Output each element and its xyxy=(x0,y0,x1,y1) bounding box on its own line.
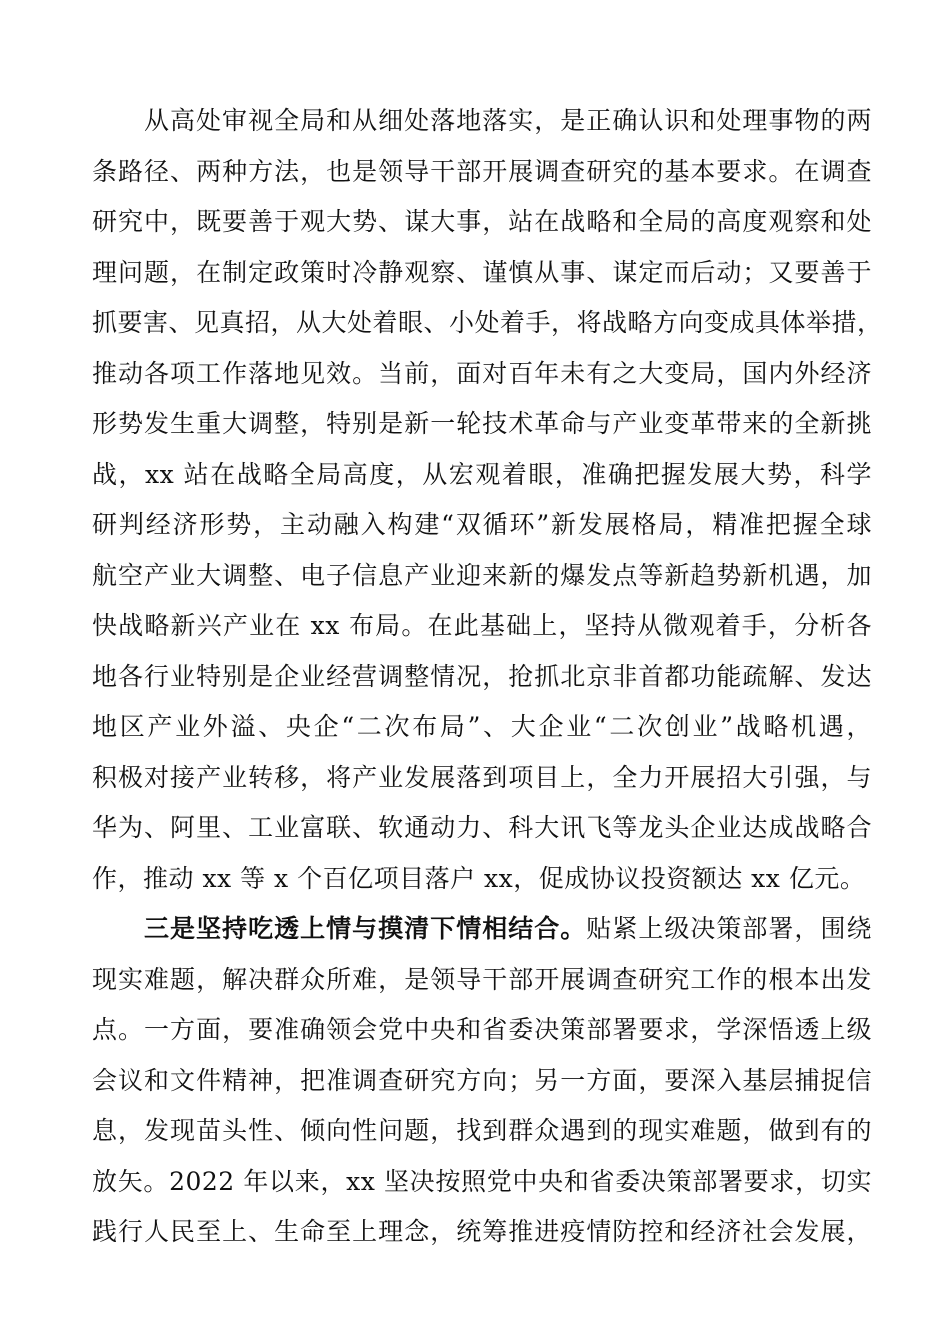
text-line: 会议和文件精神，把准调查研究方向；另一方面，要深入基层捕捉信 xyxy=(92,1065,872,1095)
text-line: 航空产业大调整、电子信息产业迎来新的爆发点等新趋势新机遇，加 xyxy=(92,560,872,590)
text-line: 放矢。2022 年以来，xx 坚决按照党中央和省委决策部署要求，切实 xyxy=(92,1166,872,1196)
body-text xyxy=(92,96,883,1258)
text-line: 从高处审视全局和从细处落地落实，是正确认识和处理事物的两 xyxy=(144,106,872,135)
text-line: 战，xx 站在战略全局高度，从宏观着眼，准确把握发展大势，科学 xyxy=(92,459,872,489)
section-heading: 三是坚持吃透上情与摸清下情相结合。 xyxy=(144,914,587,943)
text-line: 快战略新兴产业在 xx 布局。在此基础上，坚持从微观着手，分析各 xyxy=(92,611,872,640)
text-line: 地区产业外溢、央企“二次布局”、大企业“二次创业”战略机遇， xyxy=(92,712,872,741)
text-line: 抓要害、见真招，从大处着眼、小处着手，将战略方向变成具体举措， xyxy=(92,308,883,337)
text-line: 条路径、两种方法，也是领导干部开展调查研究的基本要求。在调查 xyxy=(92,156,872,186)
first-line-text: 贴紧上级决策部署，围绕 xyxy=(586,914,872,943)
text-line: 推动各项工作落地见效。当前，面对百年未有之大变局，国内外经济 xyxy=(92,358,872,388)
text-line: 点。一方面，要准确领会党中央和省委决策部署要求，学深悟透上级 xyxy=(92,1015,872,1044)
text-line: 积极对接产业转移，将产业发展落到项目上，全力开展招大引强，与 xyxy=(92,762,872,792)
text-line: 现实难题，解决群众所难，是领导干部开展调查研究工作的根本出发 xyxy=(92,964,872,994)
text-line: 作，推动 xx 等 x 个百亿项目落户 xx，促成协议投资额达 xx 亿元。 xyxy=(92,863,866,893)
text-line: 地各行业特别是企业经营调整情况，抢抓北京非首都功能疏解、发达 xyxy=(92,661,872,691)
text-line: 息，发现苗头性、倾向性问题，找到群众遇到的现实难题，做到有的 xyxy=(92,1116,872,1145)
paragraph-2-first-line xyxy=(92,904,872,955)
text-line: 华为、阿里、工业富联、软通动力、科大讯飞等龙头企业达成战略合 xyxy=(92,813,872,842)
paragraph-1 xyxy=(92,96,883,904)
text-line: 践行人民至上、生命至上理念，统筹推进疫情防控和经济社会发展， xyxy=(92,1217,872,1246)
text-line: 形势发生重大调整，特别是新一轮技术革命与产业变革带来的全新挑 xyxy=(92,409,872,438)
text-line: 研究中，既要善于观大势、谋大事，站在战略和全局的高度观察和处 xyxy=(92,207,872,236)
text-line: 理问题，在制定政策时冷静观察、谨慎从事、谋定而后动；又要善于 xyxy=(92,257,872,287)
paragraph-2 xyxy=(92,904,872,1258)
text-line: 研判经济形势，主动融入构建“双循环”新发展格局，精准把握全球 xyxy=(92,510,872,539)
